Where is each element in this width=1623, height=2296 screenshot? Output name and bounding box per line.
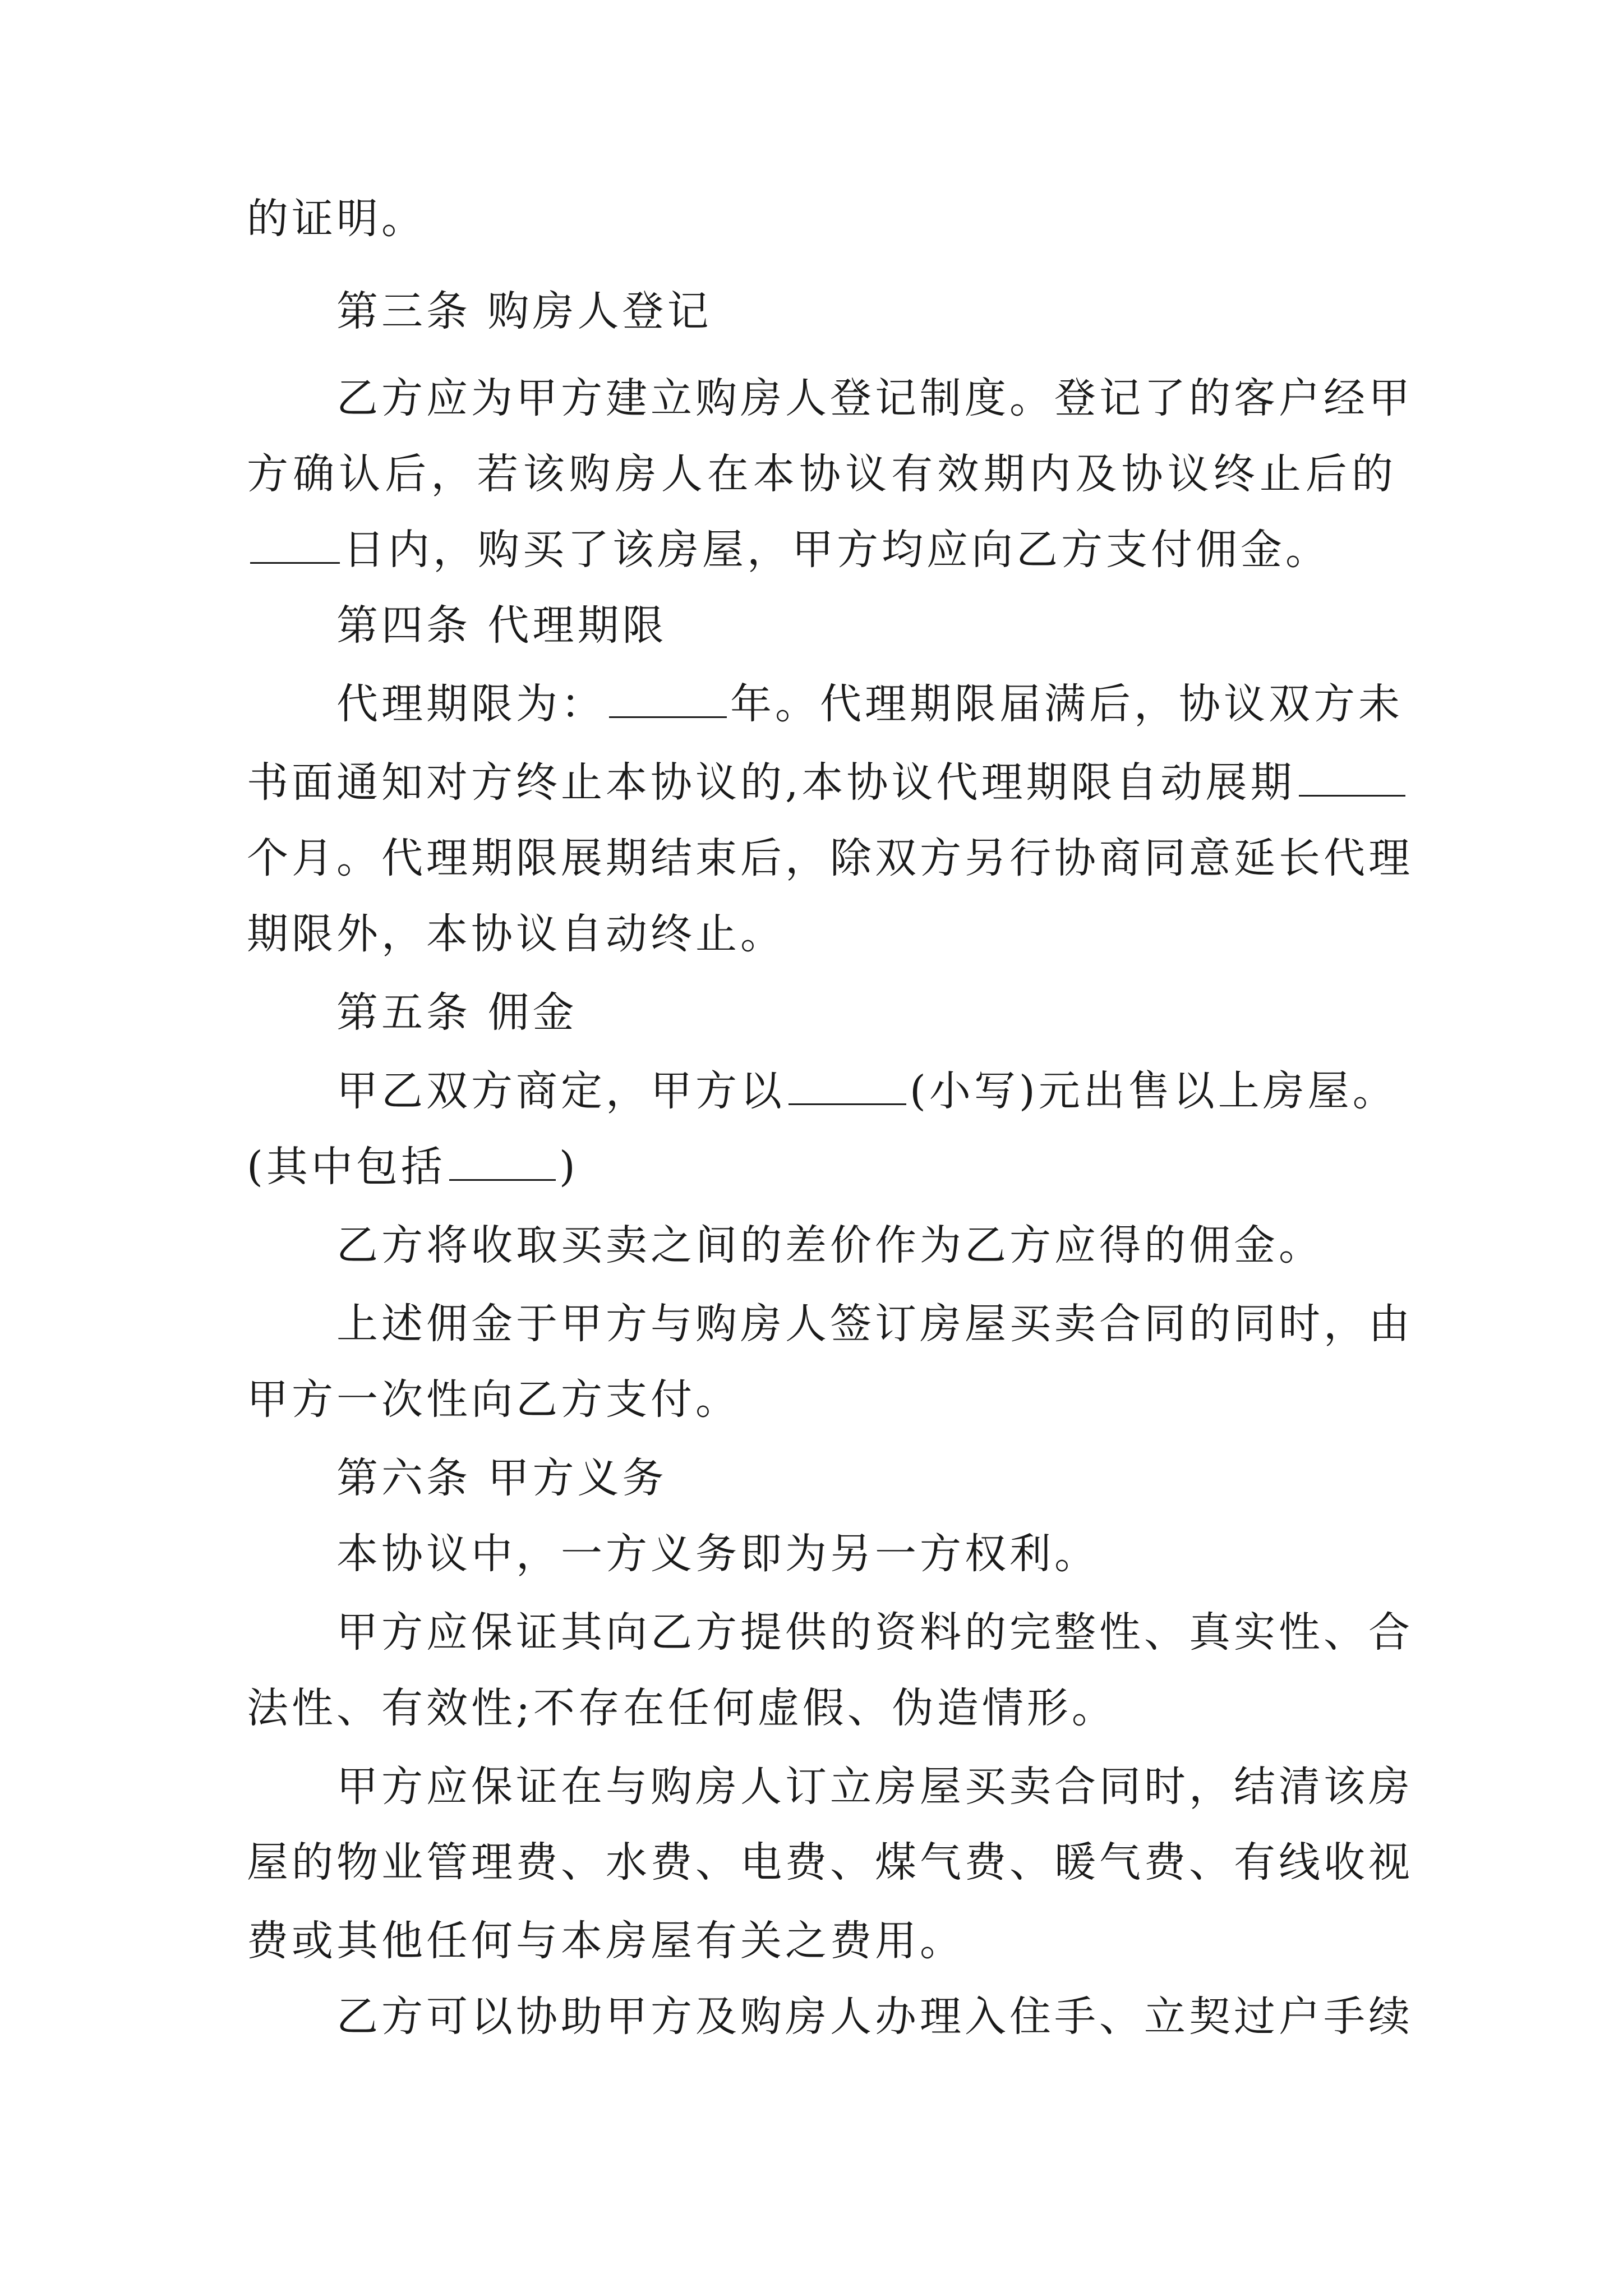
paragraph-line: 乙方应为甲方建立购房人登记制度。登记了的客户经甲 bbox=[336, 374, 1413, 422]
paragraph-line: 屋的物业管理费、水费、电费、煤气费、暖气费、有线收视 bbox=[247, 1838, 1413, 1887]
paragraph-text: 甲乙双方商定，甲方以 bbox=[336, 1067, 785, 1115]
paragraph-line: 甲方一次性向乙方支付。 bbox=[247, 1375, 740, 1424]
paragraph-text: 年。代理期限届满后，协议双方未 bbox=[730, 680, 1403, 728]
article-heading: 第三条 购房人登记 bbox=[336, 287, 712, 335]
fill-in-blank bbox=[449, 1140, 556, 1181]
fill-in-blank bbox=[609, 677, 727, 718]
paragraph-line: 期限外，本协议自动终止。 bbox=[247, 910, 785, 958]
article-heading: 第六条 甲方义务 bbox=[336, 1454, 667, 1502]
paragraph-line: 上述佣金于甲方与购房人签订房屋买卖合同的同时，由 bbox=[336, 1300, 1413, 1348]
fill-in-blank bbox=[1299, 756, 1405, 797]
article-heading: 第四条 代理期限 bbox=[336, 601, 667, 650]
paragraph-text: ) bbox=[559, 1143, 579, 1191]
paragraph-line: 个月。代理期限展期结束后，除双方另行协商同意延长代理 bbox=[247, 834, 1413, 882]
paragraph-line: 甲方应保证其向乙方提供的资料的完整性、真实性、合 bbox=[336, 1608, 1413, 1657]
paragraph-line bbox=[247, 676, 1403, 732]
fill-in-blank bbox=[789, 1064, 906, 1105]
paragraph-line: 乙方将收取买卖之间的差价作为乙方应得的佣金。 bbox=[336, 1221, 1324, 1269]
paragraph-line: 法性、有效性;不存在任何虚假、伪造情形。 bbox=[247, 1684, 1117, 1732]
paragraph-text: 日内，购买了该房屋，甲方均应向乙方支付佣金。 bbox=[343, 526, 1330, 574]
paragraph-line: 的证明。 bbox=[247, 195, 426, 243]
paragraph-line: 乙方可以协助甲方及购房人办理入住手、立契过户手续 bbox=[336, 1993, 1413, 2041]
paragraph-line bbox=[247, 1063, 1396, 1119]
paragraph-text: (小写)元出售以上房屋。 bbox=[910, 1067, 1398, 1115]
article-heading: 第五条 佣金 bbox=[336, 988, 578, 1037]
paragraph-line: 方确认后，若该购房人在本协议有效期内及协议终止后的 bbox=[247, 450, 1396, 498]
paragraph-text: 代理期限为： bbox=[336, 680, 606, 728]
paragraph-text: 书面通知对方终止本协议的,本协议代理期限自动展期 bbox=[247, 758, 1295, 807]
paragraph-line bbox=[247, 1139, 1396, 1195]
paragraph-line: 甲方应保证在与购房人订立房屋买卖合同时，结清该房 bbox=[336, 1763, 1413, 1811]
paragraph-line bbox=[247, 522, 1396, 578]
paragraph-line: 本协议中，一方义务即为另一方权利。 bbox=[336, 1530, 1099, 1578]
paragraph-text: (其中包括 bbox=[247, 1143, 446, 1191]
paragraph-line bbox=[247, 754, 1396, 811]
fill-in-blank bbox=[250, 523, 340, 564]
paragraph-line: 费或其他任何与本房屋有关之费用。 bbox=[247, 1917, 965, 1965]
